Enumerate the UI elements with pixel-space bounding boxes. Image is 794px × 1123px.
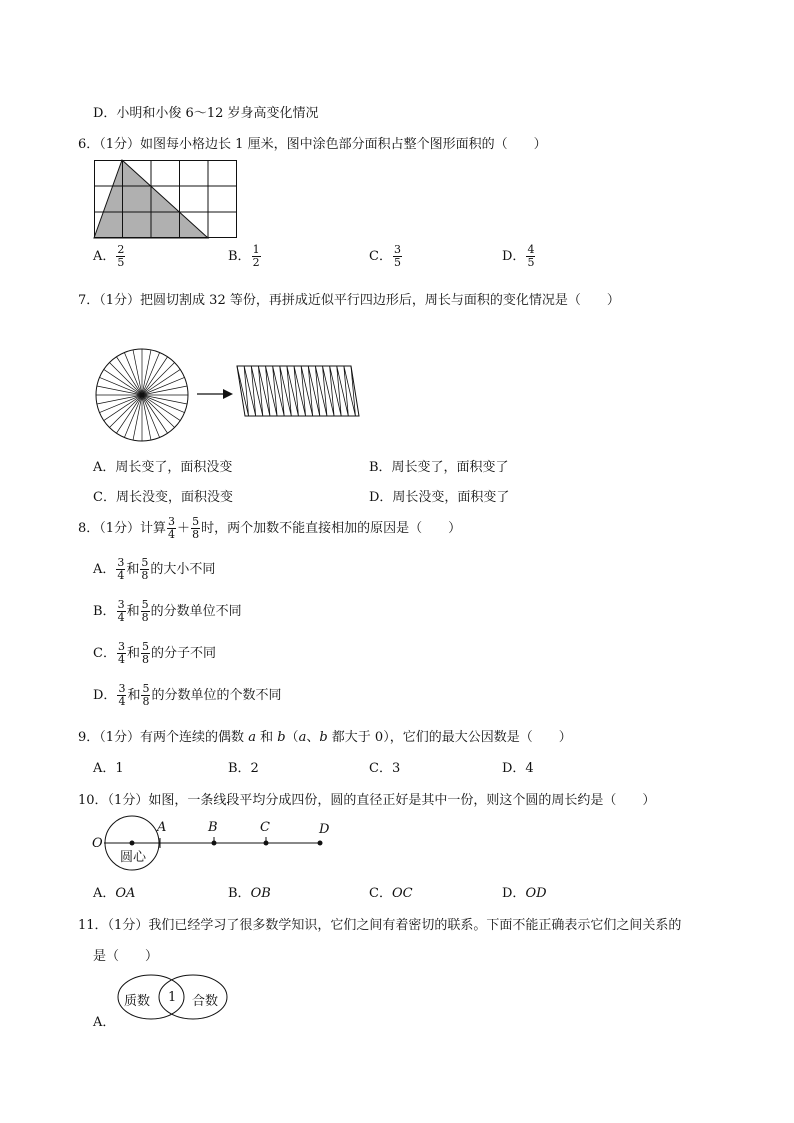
q10-option-c[interactable]: C．OC [369, 886, 413, 901]
q8-option-c[interactable]: C． $\frac{3}{4}$ 和 $\frac{5}{8}$ 的分子不同 [93, 640, 216, 666]
q9-option-d[interactable]: D．4 [502, 761, 534, 776]
q8-option-a[interactable]: A． $\frac{3}{4}$ 和 $\frac{5}{8}$ 的大小不同 [93, 556, 216, 582]
q10-label-c: C [260, 820, 270, 835]
q7-sliced-circle [95, 348, 189, 442]
q10-text: 10．（1分）如图，一条线段平均分成四份，圆的直径正好是其中一份，则这个圆的周长约是（ ） [78, 793, 656, 808]
q10-label-d: D [319, 822, 330, 837]
q7-arrow-icon [197, 388, 233, 400]
q9-option-c[interactable]: C．3 [369, 761, 401, 776]
q7-option-d[interactable]: D．周长没变，面积变了 [369, 490, 510, 505]
q11-text-line1: 11．（1分）我们已经学习了很多数学知识，它们之间有着密切的联系。下面不能正确表示它们之间关系的 [78, 918, 682, 933]
q7-option-b[interactable]: B．周长变了，面积变了 [369, 460, 509, 475]
q10-label-a: A [157, 820, 167, 835]
q6-option-c[interactable]: C． $\frac{3}{5}$ [369, 243, 401, 269]
q10-center-label: 圆心 [120, 850, 147, 865]
q6-grid-figure [94, 160, 238, 240]
q6-option-a[interactable]: A． $\frac{2}{5}$ [93, 243, 125, 269]
q8-text: 8．（1分）计算 $\frac{3}{4}$ ＋ $\frac{5}{8}$ 时，两个加数不能直接相加的原因是（ ） [78, 515, 462, 541]
q7-option-a[interactable]: A．周长变了，面积没变 [93, 460, 233, 475]
q8-option-b[interactable]: B． $\frac{3}{4}$ 和 $\frac{5}{8}$ 的分数单位不同 [93, 598, 242, 624]
q6-option-b[interactable]: B． $\frac{1}{2}$ [228, 243, 260, 269]
q10-label-b: B [208, 820, 218, 835]
q5-option-d: D．小明和小俊 6～12 岁身高变化情况 [93, 106, 319, 121]
q10-option-a[interactable]: A．OA [93, 886, 136, 901]
q8-option-d[interactable]: D． $\frac{3}{4}$ 和 $\frac{5}{8}$ 的分数单位的个数不同 [93, 682, 282, 708]
q6-option-d[interactable]: D． $\frac{4}{5}$ [502, 243, 535, 269]
q9-option-a[interactable]: A．1 [93, 761, 124, 776]
q7-text: 7．（1分）把圆切割成 32 等份，再拼成近似平行四边形后，周长与面积的变化情况是（ ） [78, 293, 620, 308]
q11-option-a[interactable]: A． [93, 1015, 116, 1030]
q9-option-b[interactable]: B．2 [228, 761, 259, 776]
q11-venn-left-label: 质数 [124, 994, 151, 1009]
q11-text-line2: 是（ ） [93, 949, 159, 964]
q10-label-o: O [92, 836, 103, 851]
q7-option-c[interactable]: C．周长没变，面积没变 [93, 490, 233, 505]
q6-text: 6．（1分）如图每小格边长 1 厘米，图中涂色部分面积占整个图形面积的（ ） [78, 137, 547, 152]
q9-text: 9．（1分）有两个连续的偶数 a 和 b（a、b 都大于 0），它们的最大公因数是（ ） [78, 730, 572, 745]
q10-option-d[interactable]: D．OD [502, 886, 547, 901]
q11-venn-middle-label: 1 [168, 990, 177, 1005]
q7-parallelogram [237, 366, 361, 418]
q11-venn-right-label: 合数 [192, 994, 219, 1009]
q10-option-b[interactable]: B．OB [228, 886, 271, 901]
